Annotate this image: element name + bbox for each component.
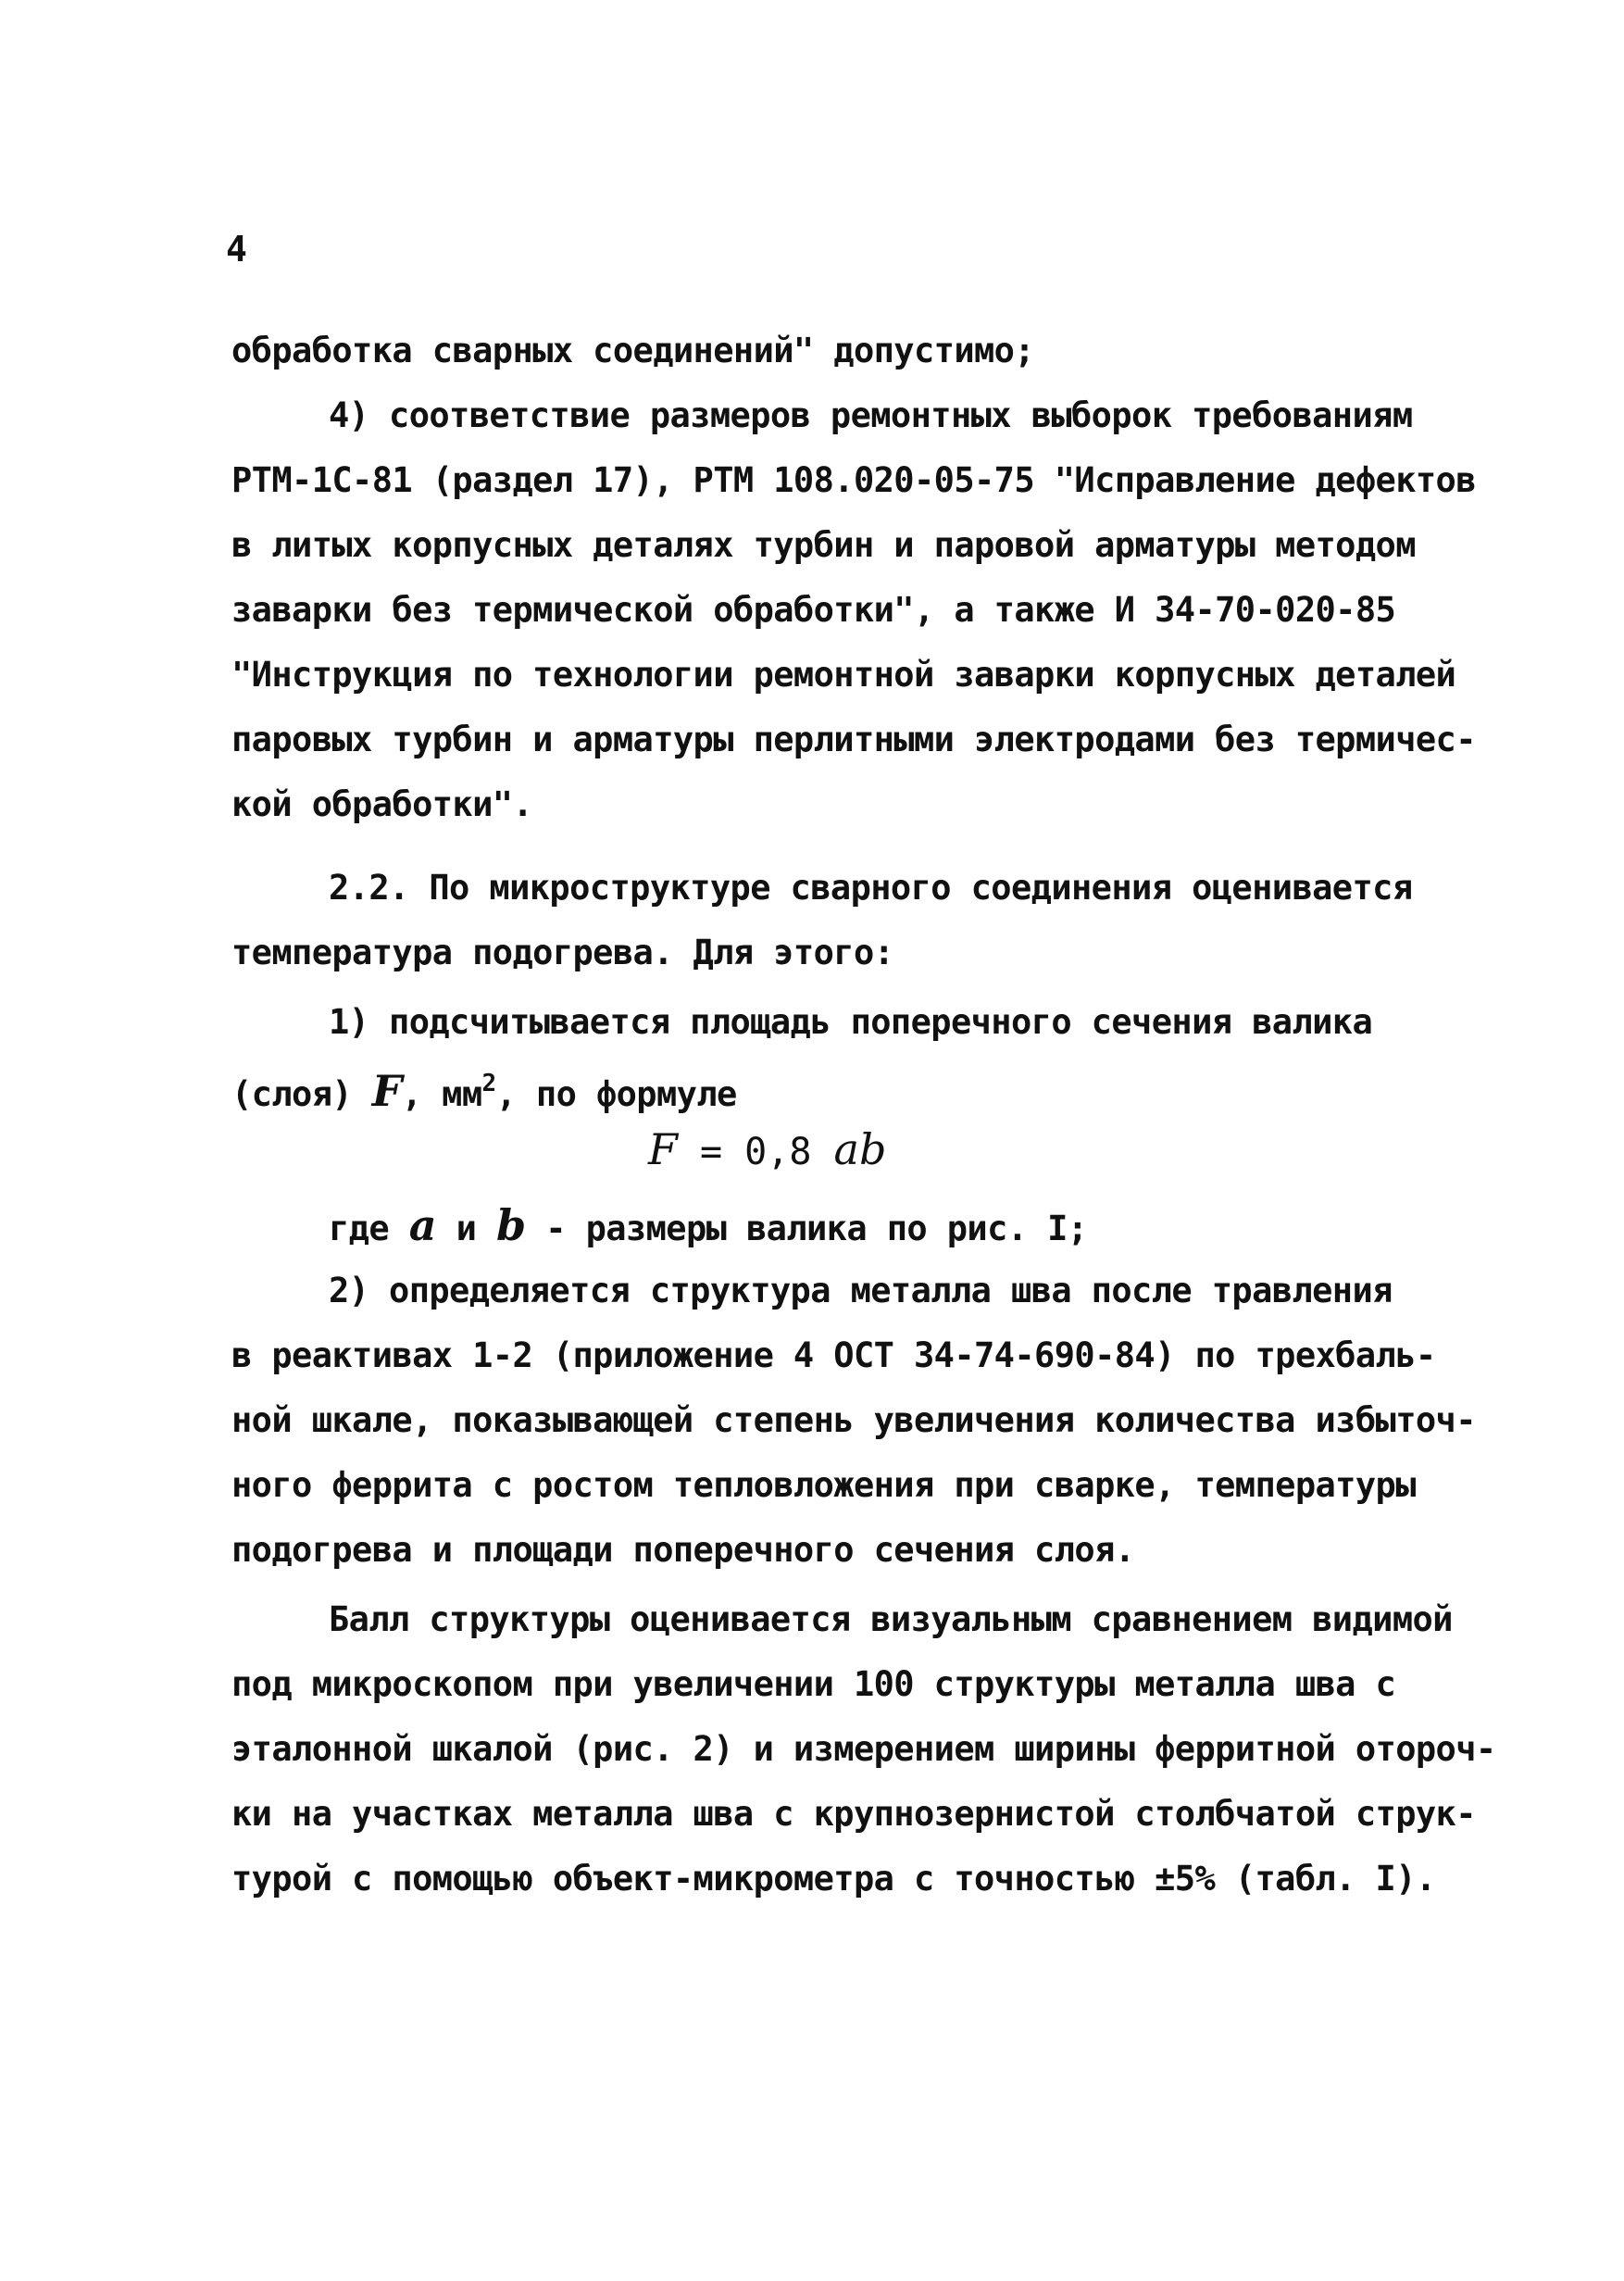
formula-var-b: b <box>858 1124 887 1174</box>
text-line: паровых турбин и арматуры перлитными электродами без термичес- <box>231 720 1476 759</box>
formula-middle: = 0,8 <box>677 1131 834 1173</box>
text-line: в реактивах 1-2 (приложение 4 ОСТ 34-74-690-84) по трехбаль- <box>231 1335 1436 1375</box>
area-symbol: F <box>371 1066 402 1116</box>
text-line: 2) определяется структура металла шва после травления <box>329 1271 1393 1310</box>
text-line: 1) подсчитывается площадь поперечного сечения валика <box>329 1002 1373 1042</box>
where-var-a: a <box>408 1200 436 1250</box>
where-suffix: - размеры валика по рис. I; <box>525 1209 1088 1248</box>
text-line: эталонной шкалой (рис. 2) и измерением ширины ферритной отороч- <box>231 1729 1496 1769</box>
text-line: 2.2. По микроструктуре сварного соединения оценивается <box>329 868 1413 908</box>
text-line: турой с помощью объект-микрометра с точностью ±5% (табл. I). <box>231 1859 1436 1899</box>
text-line: ного феррита с ростом тепловложения при сварке, температуры <box>231 1465 1416 1505</box>
formula-var-a: a <box>833 1124 859 1174</box>
text-line: температура подогрева. Для этого: <box>231 933 894 972</box>
formula-lhs: F <box>648 1124 678 1174</box>
text-line: под микроскопом при увеличении 100 структуры металла шва с <box>231 1664 1396 1704</box>
text-line: в литых корпусных деталях турбин и паровой арматуры методом <box>231 525 1416 565</box>
text-line: обработка сварных соединений" допустимо; <box>231 331 1035 370</box>
text-line: Балл структуры оценивается визуальным сравнением видимой <box>329 1599 1453 1639</box>
text-line: ной шкале, показывающей степень увеличения количества избыточ- <box>231 1400 1476 1440</box>
text-line: ки на участках металла шва с крупнозернистой столбчатой струк- <box>231 1794 1476 1834</box>
where-var-b: b <box>495 1200 526 1250</box>
text-line: "Инструкция по технологии ремонтной заварки корпусных деталей <box>231 655 1456 695</box>
formula-intro-line <box>231 1066 737 1116</box>
text-line: заварки без термической обработки", а также И 34-70-020-85 <box>231 590 1396 630</box>
text-line: РТМ-1С-81 (раздел 17), РТМ 108.020-05-75 "Исправление дефектов <box>231 460 1476 500</box>
where-line <box>329 1200 1088 1250</box>
where-prefix: где <box>329 1209 409 1248</box>
where-and: и <box>435 1209 496 1248</box>
text-line: подогрева и площади поперечного сечения слоя. <box>231 1530 1135 1570</box>
formula <box>648 1124 887 1174</box>
unit-text: , мм <box>401 1074 482 1114</box>
page-number: 4 <box>226 229 247 269</box>
unit-superscript: 2 <box>481 1070 496 1097</box>
text-line: кой обработки". <box>231 784 533 824</box>
formula-intro-prefix: (слоя) <box>231 1074 372 1114</box>
formula-intro-suffix: , по формуле <box>495 1074 737 1114</box>
text-line: 4) соответствие размеров ремонтных выборок требованиям <box>329 395 1413 435</box>
